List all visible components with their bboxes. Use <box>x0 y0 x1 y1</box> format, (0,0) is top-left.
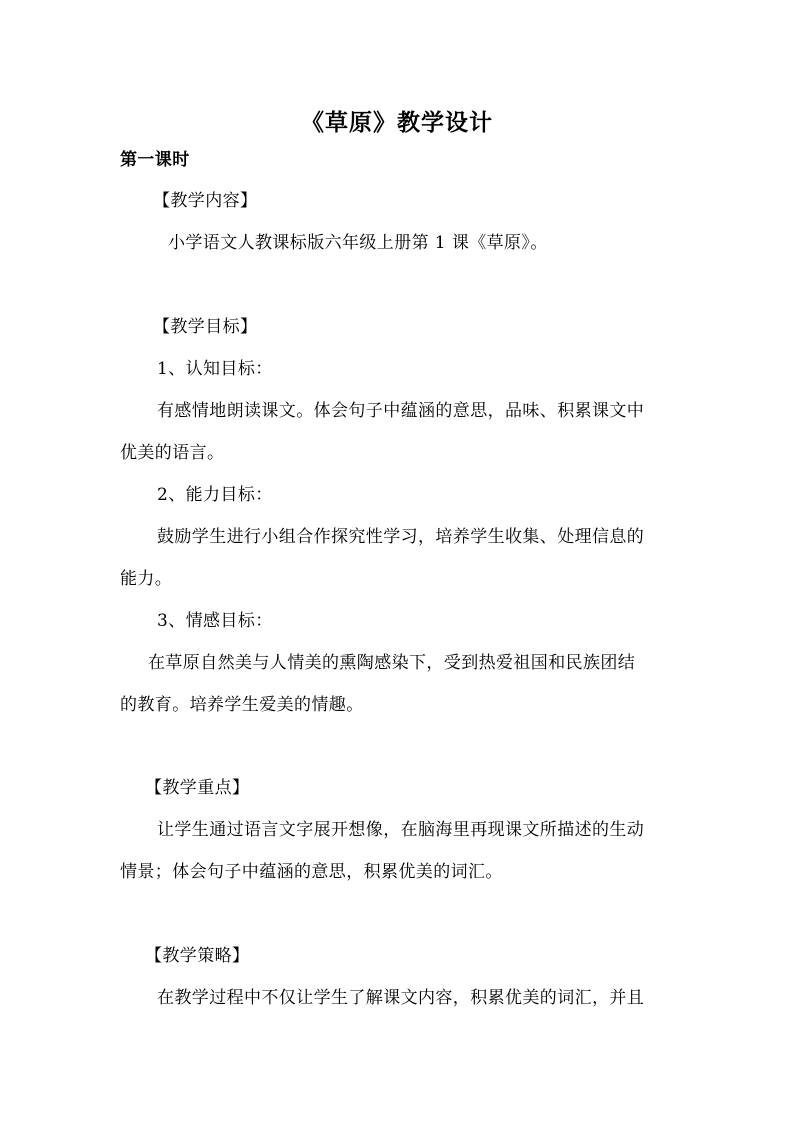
document-title: 《草原》教学设计 <box>301 109 493 136</box>
goal3-text-line2: 的教育。培养学生爱美的情趣。 <box>120 695 364 715</box>
goal2-text-line2: 能力。 <box>120 569 173 589</box>
content-text: 小学语文人教课标版六年级上册第 1 课《草原》。 <box>168 233 548 253</box>
focus-text-line2: 情景；体会句子中蕴涵的意思，积累优美的词汇。 <box>120 862 503 882</box>
section-heading-content: 【教学内容】 <box>153 191 258 211</box>
section-heading-goals: 【教学目标】 <box>153 317 258 337</box>
focus-text-line1: 让学生通过语言文字展开想像，在脑海里再现课文所描述的生动 <box>157 820 645 840</box>
goal1-text-line1: 有感情地朗读课文。体会句子中蕴涵的意思，品味、积累课文中 <box>157 401 645 421</box>
section-heading-strategy: 【教学策略】 <box>145 946 250 966</box>
goal3-heading: 3、情感目标： <box>157 611 273 631</box>
strategy-text-line1: 在教学过程中不仅让学生了解课文内容，积累优美的词汇，并且 <box>157 988 645 1008</box>
goal1-text-line2: 优美的语言。 <box>120 443 225 463</box>
goal1-heading: 1、认知目标： <box>157 359 273 379</box>
lesson-heading: 第一课时 <box>120 150 190 170</box>
goal2-text-line1: 鼓励学生进行小组合作探究性学习，培养学生收集、处理信息的 <box>157 527 645 547</box>
goal3-text-line1: 在草原自然美与人情美的熏陶感染下，受到热爱祖国和民族团结 <box>148 653 636 673</box>
section-heading-focus: 【教学重点】 <box>145 778 250 798</box>
goal2-heading: 2、能力目标： <box>157 485 273 505</box>
